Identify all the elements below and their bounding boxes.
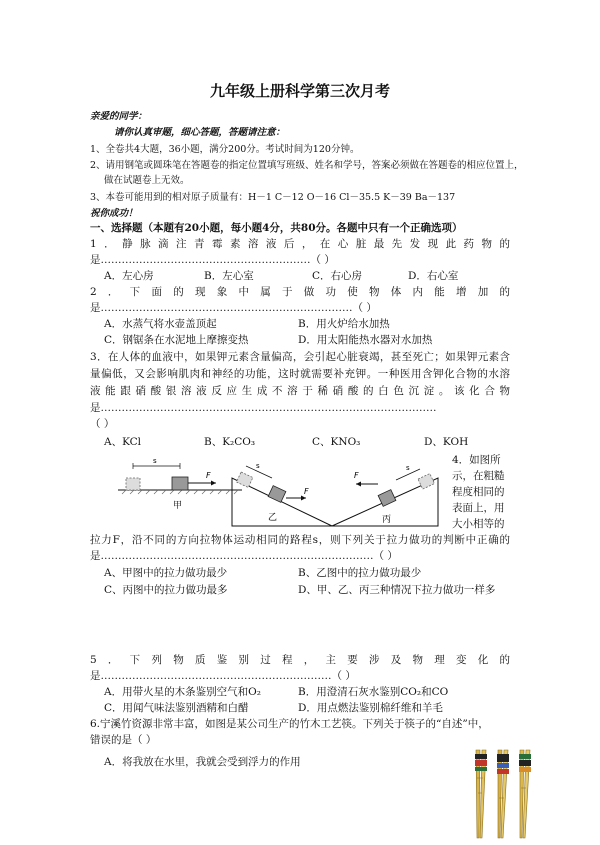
q4-stem-cont: 表面上，用 bbox=[452, 502, 505, 514]
q6-stem: 6.宁溪竹资源非常丰富，如图是某公司生产的竹木工艺筷。下列关于筷子的“自述”中， bbox=[90, 718, 489, 730]
q4-option-c: C、丙图中的拉力做功最多 bbox=[104, 584, 228, 596]
q2-option-c: C．钢锯条在水泥地上摩擦变热 bbox=[104, 334, 249, 346]
force-label: F bbox=[206, 471, 211, 480]
q5-stem-cont: 是…………………………………………………………（ ） bbox=[90, 670, 356, 682]
q2-option-d: D．用太阳能热水器对水加热 bbox=[298, 334, 433, 346]
q3-option-b: B、K₂CO₃ bbox=[204, 436, 256, 448]
q3-stem-cont: 量偏低，又会影响肌肉和神经的功能，这时就需要补充钾。一种医用含钾化合物的水溶 bbox=[90, 368, 510, 380]
page-title: 九年级上册科学第三次月考 bbox=[209, 82, 390, 100]
note-2: 2、请用钢笔或圆珠笔在答题卷的指定位置填写班级、姓名和学号，答案必须做在答题卷的相应位置上， bbox=[90, 160, 524, 171]
q2-stem: 2．下面的现象中属于做功使物体内能增加的 bbox=[90, 286, 510, 298]
q1-option-b: B．左心室 bbox=[204, 270, 254, 282]
block-start bbox=[126, 478, 140, 490]
figure-label-jia: 甲 bbox=[173, 501, 183, 511]
q4-option-d: D、甲、乙、丙三种情况下拉力做功一样多 bbox=[298, 584, 496, 596]
force-label: F bbox=[304, 487, 309, 496]
q4-figures bbox=[100, 452, 440, 530]
q3-answer-blank: （ ） bbox=[90, 418, 115, 430]
q3-stem-cont: 是…………………………………………………………………………………… bbox=[90, 402, 437, 414]
q6-option-a: A．将我放在水里，我就会受到浮力的作用 bbox=[104, 756, 301, 768]
greeting: 亲爱的同学： bbox=[90, 111, 148, 122]
q5-option-c: C．用闻气味法鉴别酒精和白醋 bbox=[104, 702, 249, 714]
q1-option-c: C．右心房 bbox=[312, 270, 363, 282]
q4-stem-cont: 是……………………………………………………………………（ ） bbox=[90, 550, 398, 562]
note-3: 3、本卷可能用到的相对原子质量有：H－1 C－12 O－16 Cl－35.5 K－39 Ba－137 bbox=[90, 192, 456, 203]
figure-label-bing: 丙 bbox=[382, 515, 392, 525]
q1-option-a: A．左心房 bbox=[104, 270, 154, 282]
q1-option-d: D．右心室 bbox=[408, 270, 459, 282]
q5-stem: 5．下列物质鉴别过程，主要涉及物理变化的 bbox=[90, 654, 510, 666]
q4-stem-cont: 示，在粗糙 bbox=[452, 470, 505, 482]
q3-option-d: D、KOH bbox=[424, 436, 469, 448]
q3-stem: 3．在人体的血液中，如果钾元素含量偏高，会引起心脏衰竭，甚至死亡；如果钾元素含 bbox=[90, 351, 510, 363]
figure-label-yi: 乙 bbox=[268, 513, 278, 523]
q5-option-b: B．用澄清石灰水鉴别CO₂和CO bbox=[298, 686, 449, 698]
q2-option-b: B．用火炉给水加热 bbox=[298, 318, 390, 330]
q1-stem-cont: 是……………………………………………………（ ） bbox=[90, 254, 335, 266]
q4-stem-cont: 程度相同的 bbox=[452, 486, 505, 498]
q3-option-a: A、KCl bbox=[104, 436, 142, 448]
q4-stem-cont: 大小相等的 bbox=[452, 518, 505, 530]
note-1: 1、全卷共4大题，36小题，满分200分。考试时间为120分钟。 bbox=[90, 144, 360, 155]
distance-label: s bbox=[406, 464, 410, 472]
figure-bing bbox=[332, 464, 438, 526]
force-label: F bbox=[354, 471, 359, 480]
figure-yi bbox=[232, 462, 332, 526]
q3-option-c: C、KNO₃ bbox=[312, 436, 361, 448]
q5-option-d: D．用点燃法鉴别棉纤维和羊毛 bbox=[298, 702, 443, 714]
chopsticks-image bbox=[462, 748, 540, 840]
instruction-heading: 请你认真审题，细心答题，答题请注意： bbox=[114, 127, 286, 138]
q4-option-a: A、甲图中的拉力做功最少 bbox=[104, 567, 228, 579]
q5-option-a: A．用带火星的木条鉴别空气和O₂ bbox=[104, 686, 261, 698]
q3-stem-cont: 液能跟硝酸银溶液反应生成不溶于稀硝酸的白色沉淀。该化合物 bbox=[90, 385, 510, 397]
figure-jia bbox=[118, 457, 242, 511]
block-end bbox=[172, 477, 188, 490]
section-heading: 一、选择题（本题有20小题，每小题4分，共80分。各题中只有一个正确选项） bbox=[90, 222, 463, 234]
q4-stem: 4．如图所 bbox=[452, 454, 501, 466]
q6-stem-cont: 错误的是（ ） bbox=[90, 734, 157, 746]
note-2-cont: 做在试题卷上无效。 bbox=[104, 175, 190, 186]
q4-option-b: B、乙图中的拉力做功最少 bbox=[298, 567, 422, 579]
distance-label: s bbox=[256, 462, 260, 470]
distance-label: s bbox=[153, 457, 157, 465]
wish: 祝你成功！ bbox=[90, 208, 138, 219]
q2-stem-cont: 是………………………………………………………………（ ） bbox=[90, 302, 377, 314]
q4-stem-cont: 拉力F，沿不同的方向拉物体运动相同的路程s，则下列关于拉力做功的判断中正确的 bbox=[90, 534, 510, 546]
q2-option-a: A．水蒸气将水壶盖顶起 bbox=[104, 318, 217, 330]
q1-stem: 1．静脉滴注青霉素溶液后，在心脏最先发现此药物的 bbox=[90, 238, 510, 250]
